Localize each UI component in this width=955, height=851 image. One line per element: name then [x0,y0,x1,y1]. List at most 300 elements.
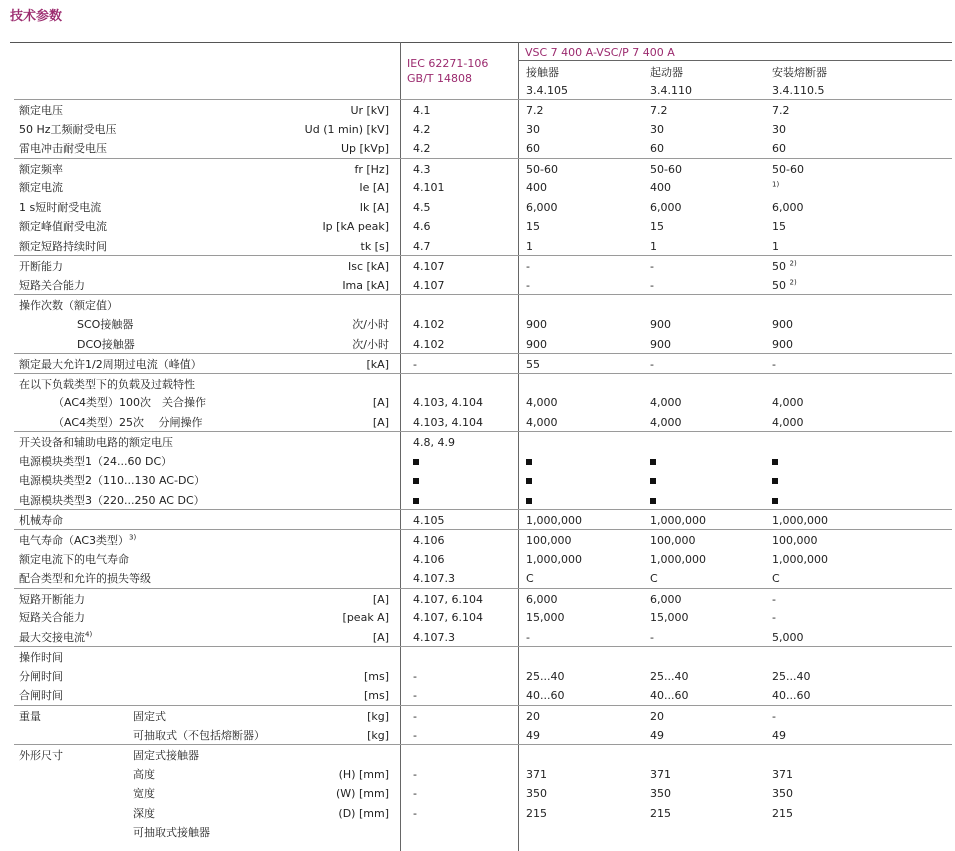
value-contactor [526,670,564,683]
standard-clause-text: 4.106 [413,552,445,566]
value-fused [772,142,786,155]
value-contactor-text: 4,000 [526,396,558,410]
value-contactor [526,474,532,487]
table-row [14,294,952,314]
value-fused-text: 1,000,000 [772,514,828,528]
value-contactor-text: 20 [526,709,540,723]
row-label-text: 在以下负载类型下的负载及过载特性 [19,377,195,391]
standard-clause-text: 4.3 [413,162,431,176]
value-starter [650,260,654,273]
table-row [14,568,952,588]
value-fused [772,729,786,742]
row-unit: 次/小时 [352,318,389,332]
row-unit: [A] [372,592,389,606]
value-starter-text: 7.2 [650,104,668,117]
table-row [14,392,952,412]
row-label-text: 电源模块类型2（110...130 AC-DC） [19,474,206,488]
value-starter-text: 215 [650,806,671,820]
row-label [19,201,101,214]
row-label [77,338,135,351]
value-contactor [526,787,547,800]
value-fused-text: 900 [772,337,793,351]
standard-clause-text: 4.103, 4.104 [413,396,483,410]
value-contactor-text: 6,000 [526,592,558,606]
value-fused [772,768,793,781]
value-starter [650,534,696,547]
row-unit: Ima [kA] [342,278,389,292]
value-contactor [526,201,558,214]
value-contactor-text: 1 [526,239,533,253]
row-sublabel: 可抽取式（不包括熔断器） [133,728,265,742]
value-starter-text: 4,000 [650,396,682,410]
value-contactor [526,494,532,507]
standard-clause [413,436,455,449]
table-row [14,138,952,158]
row-unit: (D) [mm] [338,806,389,820]
value-starter-text: 900 [650,337,671,351]
value-fused-text: 7.2 [772,104,790,117]
value-fused [772,572,780,585]
value-starter [650,455,656,468]
row-label [19,514,63,527]
standard-clause [413,494,419,507]
row-label-text: 额定电流 [19,181,63,195]
value-starter [650,514,706,527]
value-contactor [526,534,572,547]
value-fused [772,534,818,547]
standard-clause-text: 4.7 [413,239,431,253]
value-starter [650,710,664,723]
row-unit: (W) [mm] [336,787,389,801]
value-starter [650,768,671,781]
row-unit: fr [Hz] [354,162,389,176]
row-label [19,279,85,292]
table-row [14,412,952,432]
standard-clause-text: 4.101 [413,181,445,195]
value-contactor [526,729,540,742]
row-unit: Ik [A] [359,200,389,214]
value-fused [772,807,793,820]
value-fused [772,220,786,233]
standard-clause [413,670,417,683]
value-contactor [526,318,547,331]
standard-clause-text: 4.1 [413,104,431,117]
row-label [19,670,63,683]
value-fused-text: - [772,592,776,606]
footnote-ref: 2) [789,259,797,268]
value-contactor [526,689,564,702]
value-fused [772,358,776,371]
value-contactor-text: 50-60 [526,162,558,176]
value-fused-text: 1,000,000 [772,552,828,566]
value-fused-text: 15 [772,220,786,234]
row-label-text: 短路开断能力 [19,592,85,606]
standard-clause-text: 4.107.3 [413,572,455,586]
value-fused [772,318,793,331]
footnote-ref: 2) [789,278,797,287]
value-starter-text: 60 [650,142,664,156]
row-label-text: 1 s短时耐受电流 [19,200,102,214]
table-row [14,646,952,666]
value-starter [650,787,671,800]
row-unit: (H) [mm] [338,767,389,781]
row-label-text: 额定最大允许1/2周期过电流（峰值） [19,358,202,372]
table-row [14,529,952,549]
standard-clause-text: - [413,728,417,742]
row-label [19,163,63,176]
standard-clause-text: - [413,806,417,820]
standard-clause-text: - [413,689,417,703]
value-fused-text: 49 [772,728,786,742]
value-fused-text: 50 [772,278,790,292]
table-row [14,822,952,842]
table-row [14,470,952,490]
value-fused-text: 1 [772,239,779,253]
value-starter [650,123,664,136]
value-contactor-text: - [526,278,530,292]
value-fused [772,240,779,253]
row-label [19,689,63,702]
row-label [19,631,92,644]
standard-clause [413,260,445,273]
row-label [19,455,172,468]
value-starter-text: 30 [650,122,664,136]
value-starter [650,338,671,351]
row-unit: tk [s] [360,239,389,253]
table-row [14,353,952,373]
value-starter-text: 15,000 [650,611,689,625]
table-row [14,549,952,569]
standard-clause [413,104,431,117]
row-sublabel: 固定式接触器 [133,749,199,763]
standard-clause [413,514,445,527]
row-label-text: 合闸时间 [19,689,63,703]
value-contactor-text: 400 [526,181,547,195]
value-fused-text: 215 [772,806,793,820]
value-contactor [526,163,558,176]
column-clause: 3.4.105 [526,84,568,97]
bullet-square-icon [772,498,778,504]
value-starter-text: 6,000 [650,592,682,606]
value-contactor-text: 15 [526,220,540,234]
value-fused [772,104,790,117]
value-starter-text: 900 [650,318,671,332]
standard-clause [413,416,483,429]
row-label-text: 机械寿命 [19,514,63,528]
row-unit: [kA] [366,358,389,372]
value-fused-text: 50-60 [772,162,804,176]
column-name: 起动器 [650,66,683,79]
row-label [53,396,206,409]
table-row [14,744,952,764]
standard-clause [413,123,431,136]
value-starter-text: 100,000 [650,534,696,548]
row-label [53,416,203,429]
value-fused-text: 6,000 [772,200,804,214]
standard-clause-text: 4.107, 6.104 [413,611,483,625]
value-fused [772,279,797,292]
value-contactor [526,593,558,606]
row-unit: [A] [372,396,389,410]
row-sublabel: 固定式 [133,709,166,723]
value-contactor-text: 6,000 [526,200,558,214]
value-starter [650,240,657,253]
value-fused [772,260,797,273]
table-row [14,334,952,354]
value-starter-text: 25...40 [650,669,689,683]
value-starter [650,631,654,644]
row-label-text: 配合类型和允许的损失等级 [19,572,151,586]
value-contactor-text: 1,000,000 [526,514,582,528]
value-starter-text: 50-60 [650,162,682,176]
value-starter-text: 1,000,000 [650,514,706,528]
standard-clause-text: 4.5 [413,200,431,214]
standard-gb: GB/T 14808 [407,72,472,85]
row-label-text: 重量 [19,709,41,723]
table-row [14,99,952,119]
footnote-ref: 3) [129,533,137,542]
row-label [19,553,129,566]
table-row [14,119,952,139]
row-label [19,123,117,136]
value-contactor-text: - [526,260,530,274]
bullet-square-icon [650,478,656,484]
value-fused-text: - [772,358,776,372]
value-starter [650,220,664,233]
standard-clause-text: 4.102 [413,318,445,332]
bullet-square-icon [413,459,419,465]
row-unit: Isc [kA] [348,260,389,274]
value-fused [772,710,776,723]
standard-clause [413,553,445,566]
value-starter-text: 4,000 [650,415,682,429]
value-contactor-text: 900 [526,318,547,332]
value-contactor [526,142,540,155]
value-fused-text: 60 [772,142,786,156]
standard-clause [413,338,445,351]
table-row [14,607,952,627]
value-fused-text: - [772,611,776,625]
standard-clause-text: 4.107.3 [413,630,455,644]
row-label [19,260,63,273]
row-label-text: （AC4类型）100次 关合操作 [53,396,207,410]
column-clause: 3.4.110.5 [772,84,825,97]
value-contactor [526,514,582,527]
standard-iec: IEC 62271-106 [407,57,489,70]
row-label-text: SCO接触器 [77,318,134,332]
value-starter-text: 350 [650,787,671,801]
standard-clause [413,534,445,547]
column-header-starter [650,64,692,100]
value-starter [650,494,656,507]
value-starter [650,104,668,117]
value-fused [772,396,804,409]
standard-clause [413,318,445,331]
standard-clause-text: - [413,767,417,781]
standard-clause-text: 4.105 [413,514,445,528]
column-name: 接触器 [526,66,559,79]
row-label-text: 开断能力 [19,260,63,274]
value-contactor [526,358,540,371]
value-contactor-text: 1,000,000 [526,552,582,566]
value-fused [772,338,793,351]
table-row [14,451,952,471]
row-label-text: 短路关合能力 [19,611,85,625]
value-fused-text: 350 [772,787,793,801]
standard-clause [413,807,417,820]
value-fused-text: 100,000 [772,534,818,548]
row-label [19,378,195,391]
row-label [19,534,136,547]
value-starter-text: - [650,278,654,292]
row-unit: [peak A] [342,611,389,625]
value-contactor-text: 215 [526,806,547,820]
row-label [19,593,85,606]
value-fused [772,787,793,800]
standard-clause [413,142,431,155]
value-contactor [526,104,544,117]
row-label-text: 深度 [133,806,155,820]
value-contactor [526,279,530,292]
value-starter-text: 1 [650,239,657,253]
row-label [19,240,107,253]
standard-clause-text: 4.2 [413,142,431,156]
table-row [14,803,952,823]
value-starter [650,163,682,176]
value-contactor-text: 30 [526,122,540,136]
value-fused [772,670,810,683]
table-row [14,197,952,217]
row-label-text: （AC4类型）25次 分闸操作 [53,415,203,429]
standard-clause [413,181,445,194]
row-label-text: 雷电冲击耐受电压 [19,142,107,156]
value-contactor [526,338,547,351]
value-starter-text: C [650,572,658,586]
value-contactor-text: 60 [526,142,540,156]
value-contactor-text: 40...60 [526,689,565,703]
value-starter [650,201,682,214]
value-fused-text: 30 [772,122,786,136]
value-contactor-text: 900 [526,337,547,351]
value-starter [650,416,682,429]
value-starter [650,670,688,683]
table-row [14,177,952,197]
row-label [133,807,155,820]
row-unit: [ms] [363,669,389,683]
value-contactor [526,416,558,429]
table-row [14,275,952,295]
row-label-text: 最大交接电流 [19,630,85,644]
row-label-text: 可抽取式接触器 [133,826,210,840]
bullet-square-icon [413,498,419,504]
row-label-text: 操作次数（额定值） [19,299,118,313]
row-label [133,768,155,781]
standard-clause [413,787,417,800]
table-row [14,431,952,451]
bullet-square-icon [526,498,532,504]
bullet-square-icon [413,478,419,484]
row-label [19,299,118,312]
row-label [19,474,205,487]
value-starter-text: 20 [650,709,664,723]
standard-clause [413,201,431,214]
standard-clause-text: 4.6 [413,220,431,234]
value-contactor [526,396,558,409]
table-row [14,509,952,529]
bullet-square-icon [772,478,778,484]
standard-clause-text: 4.106 [413,534,445,548]
row-label-text: 额定电流下的电气寿命 [19,552,129,566]
row-label [133,787,155,800]
table-row [14,373,952,393]
row-label [19,710,41,723]
row-label-text: 开关设备和辅助电路的额定电压 [19,436,173,450]
row-label [19,181,63,194]
row-label-text: 电源模块类型3（220...250 AC DC） [19,493,205,507]
value-starter-text: - [650,260,654,274]
row-label [19,572,151,585]
value-contactor-text: 25...40 [526,669,565,683]
row-unit: [ms] [363,689,389,703]
value-fused [772,474,778,487]
value-contactor-text: 371 [526,767,547,781]
value-starter [650,279,654,292]
row-label-text: 50 Hz工频耐受电压 [19,122,117,136]
value-fused [772,163,804,176]
row-unit: Ud (1 min) [kV] [304,122,389,136]
table-row [14,783,952,803]
row-label [19,142,107,155]
value-contactor [526,123,540,136]
value-contactor-text: 100,000 [526,534,572,548]
table-row [14,685,952,705]
value-fused-text: C [772,572,780,586]
row-label [19,220,107,233]
value-contactor [526,220,540,233]
value-contactor-text: C [526,572,534,586]
row-unit: Ip [kA peak] [322,220,389,234]
row-label [19,611,85,624]
standard-clause [413,729,417,742]
value-fused [772,631,804,644]
value-starter-text: 49 [650,728,664,742]
value-starter [650,553,706,566]
standard-clause [413,710,417,723]
value-fused [772,123,786,136]
column-clause: 3.4.110 [650,84,692,97]
value-fused-text: 371 [772,767,793,781]
standard-clause [413,474,419,487]
standard-clause [413,358,417,371]
column-header-fused [772,64,827,100]
standard-header [407,56,517,86]
row-unit: Up [kVp] [341,142,389,156]
value-fused [772,494,778,507]
standard-clause [413,455,419,468]
row-label [77,318,133,331]
standard-clause [413,768,417,781]
standard-clause [413,396,483,409]
value-starter-text: 6,000 [650,200,682,214]
standard-clause [413,689,417,702]
value-starter [650,572,658,585]
value-fused-text: - [772,709,776,723]
footnote-ref: 1) [772,180,780,189]
value-fused [772,689,810,702]
row-label-text: 外形尺寸 [19,749,63,763]
row-label-text: 额定峰值耐受电流 [19,220,107,234]
bullet-square-icon [526,478,532,484]
